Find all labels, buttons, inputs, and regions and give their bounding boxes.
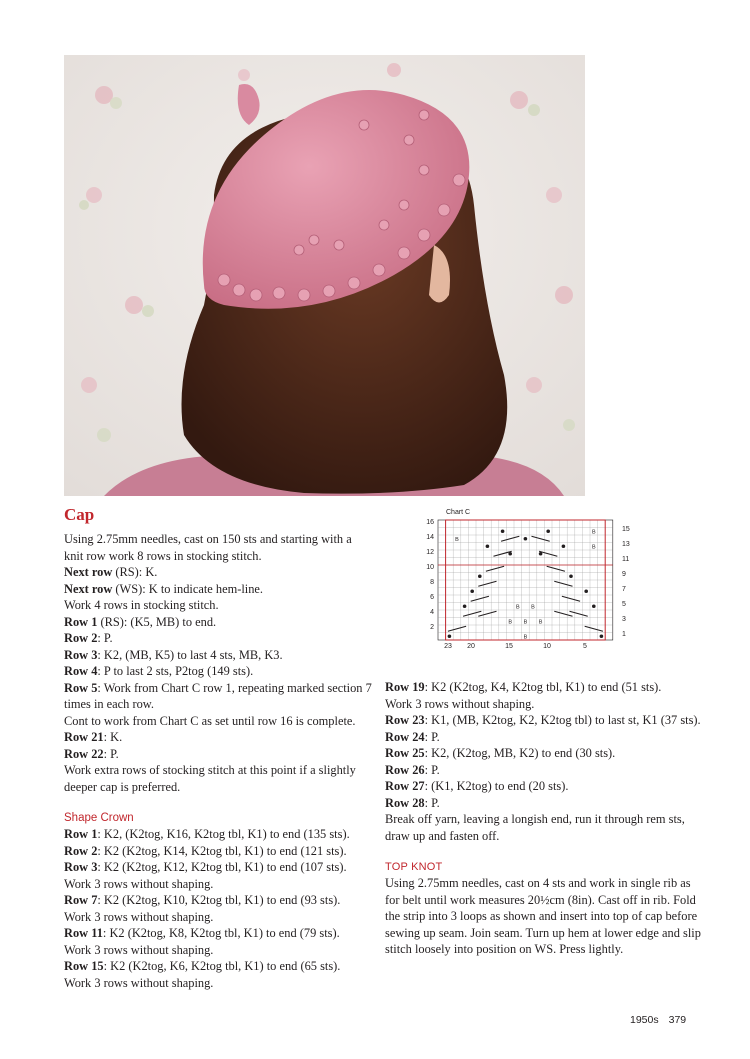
bobble-dot xyxy=(463,604,467,608)
row-label: Row 26 xyxy=(385,762,425,777)
instruction-row xyxy=(64,746,374,763)
chart-left-label: 10 xyxy=(426,564,434,571)
instruction-row xyxy=(385,778,705,795)
cap-heading: Cap xyxy=(64,505,95,524)
row-text: Work 3 rows without shaping. xyxy=(385,696,535,711)
chart-bottom-label: 10 xyxy=(543,643,551,650)
instruction-row xyxy=(64,630,374,647)
instruction-row xyxy=(64,614,374,631)
row-text: (WS): K to indicate hem-line. xyxy=(112,581,264,596)
row-text: : K2, (K2tog, K16, K2tog tbl, K1) to end (135 sts). xyxy=(97,827,350,841)
top-knot-heading: TOP KNOT xyxy=(385,861,443,873)
bobble-dot xyxy=(600,634,604,638)
instruction-row xyxy=(64,909,374,926)
chart-left-label: 16 xyxy=(426,519,434,526)
instruction-row xyxy=(64,826,374,843)
chart-right-label: 3 xyxy=(622,616,626,623)
bobble-dot xyxy=(501,529,505,533)
row-text: Work 3 rows without shaping. xyxy=(64,942,214,957)
row-label: Row 7 xyxy=(64,893,98,907)
row-label: Next row xyxy=(64,565,113,579)
instruction-row xyxy=(64,713,374,730)
bobble-symbol: B xyxy=(515,604,520,611)
row-text: (RS): (K5, MB) to end. xyxy=(97,614,217,629)
instruction-row xyxy=(64,975,374,992)
shape-crown-rows xyxy=(64,826,374,991)
instruction-row xyxy=(64,647,374,664)
instruction-row xyxy=(64,892,374,909)
chart-c xyxy=(380,506,630,652)
cap-photo-illustration xyxy=(64,55,585,496)
bobble-symbol: B xyxy=(508,619,513,626)
instruction-row xyxy=(64,564,374,581)
instruction-row xyxy=(64,762,374,795)
chart-right-label: 7 xyxy=(622,586,626,593)
chart-right-label: 1 xyxy=(622,631,626,638)
bobble-symbol: B xyxy=(523,634,528,641)
bobble-dot xyxy=(486,544,490,548)
bobble-dot xyxy=(478,574,482,578)
instruction-row xyxy=(64,680,374,713)
instruction-row xyxy=(385,795,705,812)
bobble-dot xyxy=(562,544,566,548)
row-label: Row 1 xyxy=(64,614,98,629)
row-text: : K2 (K2tog, K4, K2tog tbl, K1) to end (51 sts). xyxy=(424,680,662,694)
row-text: : (K1, K2tog) to end (20 sts). xyxy=(424,779,569,793)
row-label: Row 24 xyxy=(385,729,425,744)
instruction-row xyxy=(64,663,374,680)
cap-intro: Using 2.75mm needles, cast on 150 sts and starting with a knit row work 8 rows in stocking stitch. xyxy=(64,532,352,563)
bobble-symbol: B xyxy=(591,529,596,536)
row-label: Row 3 xyxy=(64,860,98,874)
row-text: : P. xyxy=(103,746,119,761)
bobble-symbol: B xyxy=(523,619,528,626)
chart-right-label: 13 xyxy=(622,541,630,548)
chart-bottom-label: 15 xyxy=(505,643,513,650)
shape-crown-heading: Shape Crown xyxy=(64,812,134,824)
page-footer xyxy=(630,1014,686,1026)
top-knot-text: Using 2.75mm needles, cast on 4 sts and work in single rib as for belt until work measures 20½cm (8in). Cast off in rib. Fold the strip into 3 loops as shown and insert into top of cap before sewing up seam. Join seam. Turn up hem at lower edge and slip stitch loosely into position on WS. Press lightly. xyxy=(385,876,701,956)
row-text: : K. xyxy=(103,730,123,744)
row-text: : P to last 2 sts, P2tog (149 sts). xyxy=(97,664,254,678)
row-text: : K1, (MB, K2tog, K2, K2tog tbl) to last st, K1 (37 sts). xyxy=(424,713,701,727)
chart-bottom-label: 23 xyxy=(444,643,452,650)
bobble-dot xyxy=(470,589,474,593)
row-label: Row 4 xyxy=(64,664,98,678)
chart-c-svg xyxy=(380,506,630,652)
row-text: : K2 (K2tog, K10, K2tog tbl, K1) to end (93 sts). xyxy=(97,893,341,907)
bobble-symbol: B xyxy=(531,604,535,611)
instruction-row xyxy=(385,696,705,713)
instruction-row xyxy=(64,942,374,959)
instruction-row xyxy=(385,679,705,696)
bobble-symbol: B xyxy=(591,544,596,551)
chart-left-label: 2 xyxy=(430,624,434,631)
page-number: 379 xyxy=(668,1014,687,1026)
chart-left-label: 6 xyxy=(430,594,434,601)
instruction-row xyxy=(64,859,374,876)
row-text: Work 4 rows in stocking stitch. xyxy=(64,598,219,612)
cap-rows xyxy=(64,564,374,795)
chart-right-label: 11 xyxy=(622,556,630,563)
cap-photo xyxy=(64,55,585,496)
row-text: Work 3 rows without shaping. xyxy=(64,876,214,891)
instruction-row xyxy=(64,958,374,975)
row-text: Cont to work from Chart C as set until row 16 is complete. xyxy=(64,713,356,728)
bobble-dot xyxy=(448,634,452,638)
bobble-symbol: B xyxy=(538,619,543,626)
row-label: Row 27 xyxy=(385,779,425,793)
row-label: Row 28 xyxy=(385,795,425,810)
row-label: Next row xyxy=(64,581,113,596)
bobble-dot xyxy=(592,604,596,608)
instruction-row xyxy=(64,843,374,860)
instruction-row xyxy=(64,729,374,746)
row-label: Row 22 xyxy=(64,746,104,761)
row-text: Work extra rows of stocking stitch at this point if a slightly deeper cap is preferred. xyxy=(64,763,356,794)
chart-left-label: 8 xyxy=(430,579,434,586)
bobble-symbol: B xyxy=(455,537,459,544)
row-label: Row 25 xyxy=(385,746,425,760)
row-text: : K2 (K2tog, K14, K2tog tbl, K1) to end (121 sts). xyxy=(97,843,347,858)
chart-title: Chart C xyxy=(446,509,471,516)
chart-left-label: 14 xyxy=(426,534,434,541)
chart-left-label: 4 xyxy=(430,609,434,616)
row-label: Row 2 xyxy=(64,843,98,858)
instruction-row xyxy=(64,876,374,893)
instruction-row xyxy=(385,811,705,844)
chart-left-label: 12 xyxy=(426,549,434,556)
row-label: Row 1 xyxy=(64,827,98,841)
row-text: Break off yarn, leaving a longish end, run it through rem sts, draw up and fasten off. xyxy=(385,812,685,843)
row-text: : K2 (K2tog, K12, K2tog tbl, K1) to end (107 sts). xyxy=(97,860,347,874)
crown-continued-rows xyxy=(385,679,705,844)
left-column xyxy=(64,505,374,991)
row-text: : P. xyxy=(97,631,113,645)
right-column xyxy=(385,679,705,958)
instruction-row xyxy=(64,597,374,614)
row-label: Row 5 xyxy=(64,680,98,695)
row-text: : P. xyxy=(424,729,440,744)
row-text: Work 3 rows without shaping. xyxy=(64,909,214,924)
bobble-dot xyxy=(584,589,588,593)
row-label: Row 21 xyxy=(64,730,104,744)
chart-right-label: 15 xyxy=(622,526,630,533)
chart-bottom-label: 20 xyxy=(467,643,475,650)
row-label: Row 11 xyxy=(64,926,103,940)
row-label: Row 3 xyxy=(64,647,98,662)
chart-right-label: 5 xyxy=(622,601,626,608)
section-label: 1950s xyxy=(630,1014,659,1026)
row-text: : Work from Chart C row 1, repeating marked section 7 times in each row. xyxy=(64,680,372,711)
row-label: Row 2 xyxy=(64,631,98,645)
instruction-row xyxy=(385,712,705,729)
row-text: : K2, (K2tog, MB, K2) to end (30 sts). xyxy=(424,746,616,760)
instruction-row xyxy=(64,581,374,598)
row-text: (RS): K. xyxy=(112,565,158,579)
instruction-row xyxy=(385,729,705,746)
row-label: Row 23 xyxy=(385,713,425,727)
row-text: : K2 (K2tog, K6, K2tog tbl, K1) to end (65 sts). xyxy=(103,959,341,973)
chart-right-label: 9 xyxy=(622,571,626,578)
row-label: Row 15 xyxy=(64,959,104,973)
row-text: Work 3 rows without shaping. xyxy=(64,975,214,990)
row-text: : K2 (K2tog, K8, K2tog tbl, K1) to end (79 sts). xyxy=(102,926,340,940)
instruction-row xyxy=(64,925,374,942)
bobble-dot xyxy=(569,574,573,578)
row-text: : P. xyxy=(424,762,440,777)
row-text: : P. xyxy=(424,795,440,810)
bobble-dot xyxy=(546,529,550,533)
chart-bottom-label: 5 xyxy=(583,643,587,650)
instruction-row xyxy=(385,745,705,762)
row-label: Row 19 xyxy=(385,680,425,694)
row-text: : K2, (MB, K5) to last 4 sts, MB, K3. xyxy=(97,647,283,662)
bobble-dot xyxy=(524,537,528,541)
instruction-row xyxy=(385,762,705,779)
